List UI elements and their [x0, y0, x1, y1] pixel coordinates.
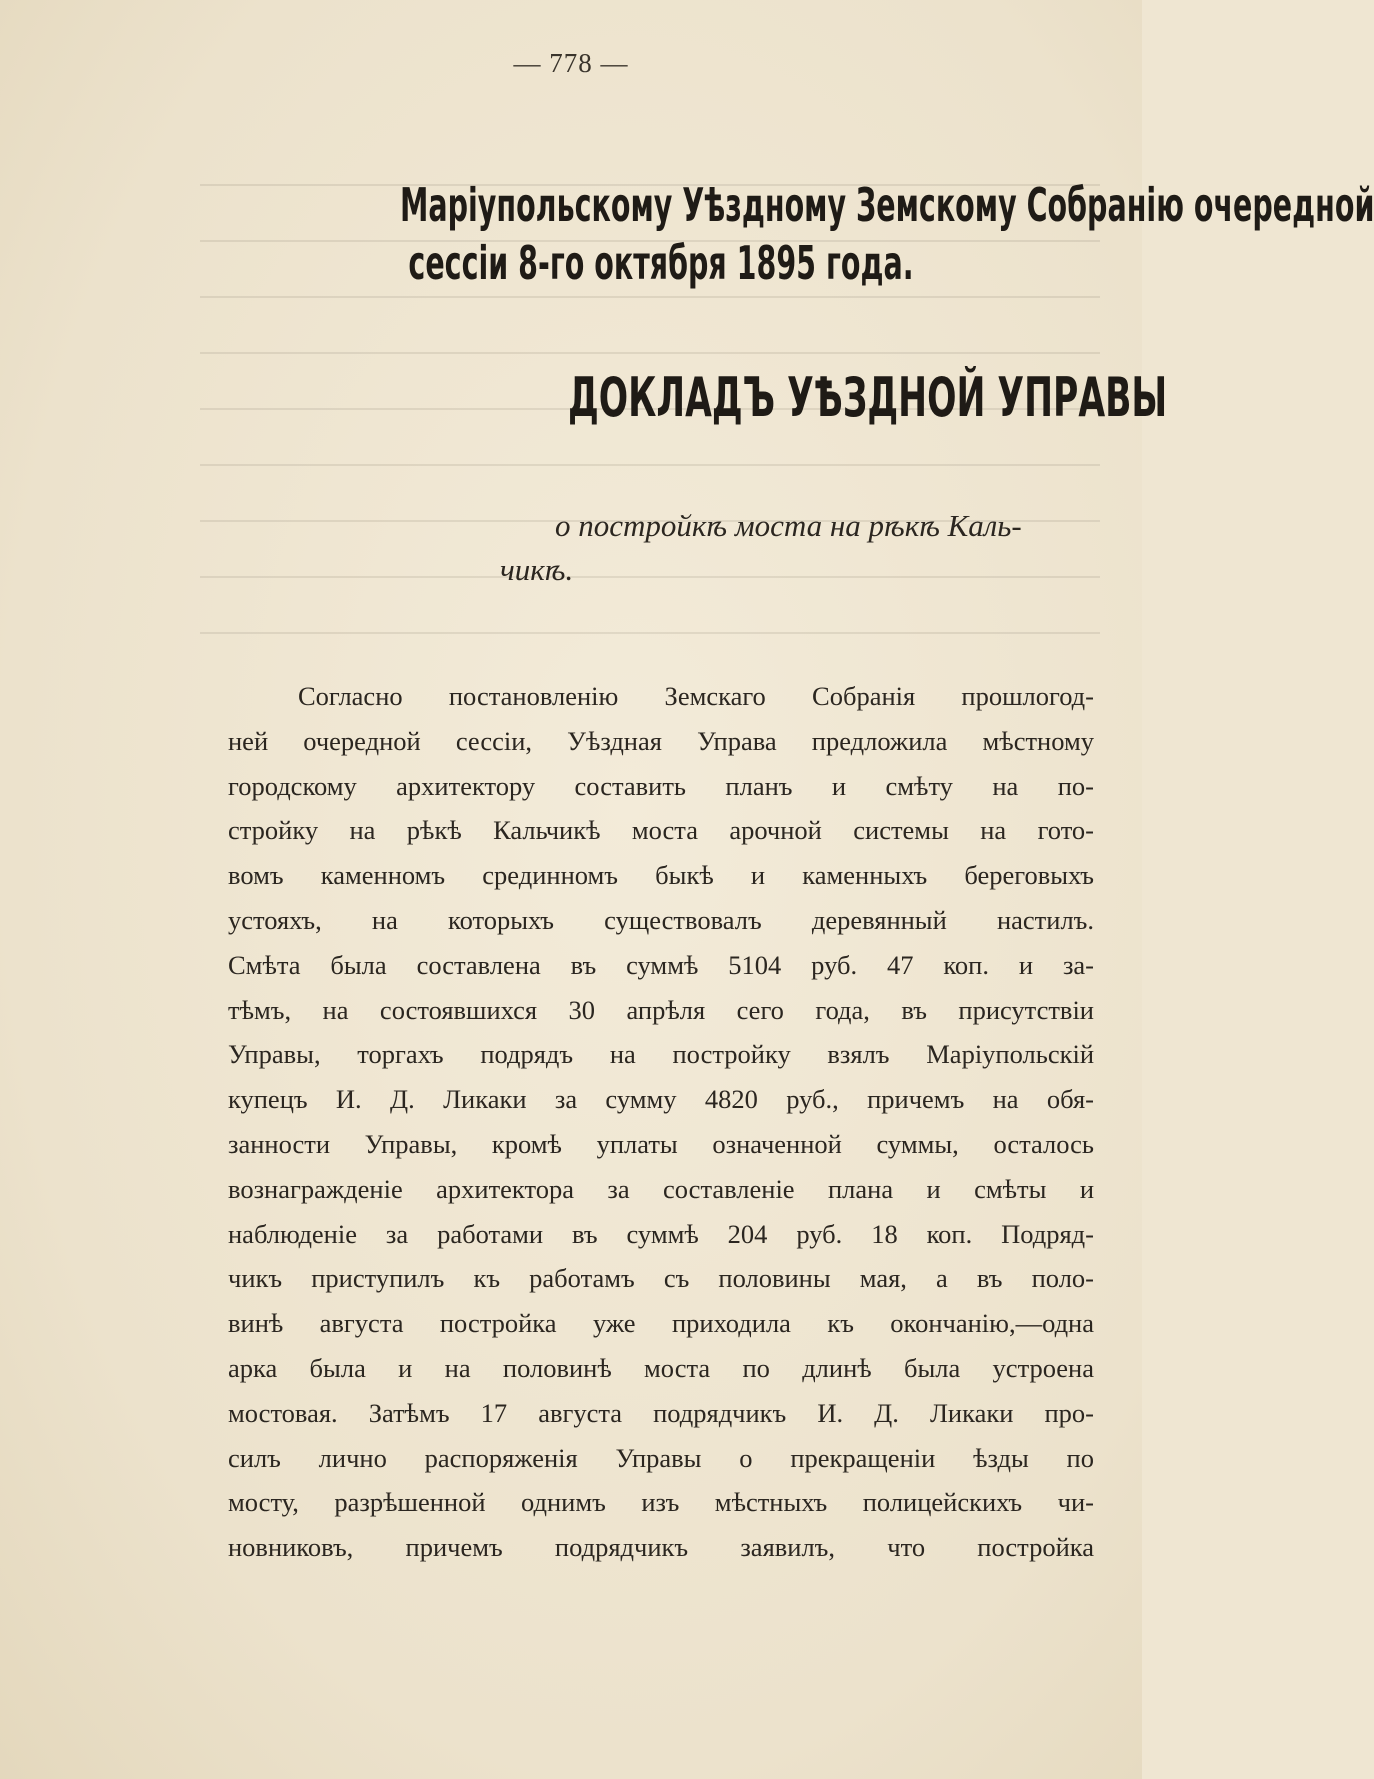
body-line: тѣмъ, на состоявшихся 30 апрѣля сего года, въ присутствіи [228, 994, 1094, 1025]
report-subtitle-line-2: чикѣ. [500, 552, 574, 587]
body-line: винѣ августа постройка уже приходила къ окончанію,—одна [228, 1308, 1094, 1339]
body-line: новниковъ, причемъ подрядчикъ заявилъ, что постройка [228, 1532, 1094, 1563]
body-line: мосту, разрѣшенной однимъ изъ мѣстныхъ полицейскихъ чи- [228, 1487, 1094, 1518]
body-line: Смѣта была составлена въ суммѣ 5104 руб. 47 коп. и за- [228, 949, 1094, 980]
body-line: ней очередной сессіи, Уѣздная Управа предложила мѣстному [228, 725, 1094, 756]
body-line: купецъ И. Д. Ликаки за сумму 4820 руб., причемъ на обя- [228, 1084, 1094, 1115]
body-line: мостовая. Затѣмъ 17 августа подрядчикъ И. Д. Ликаки про- [228, 1397, 1094, 1428]
heading [399, 176, 1374, 292]
body-line: арка была и на половинѣ моста по длинѣ была устроена [228, 1352, 1094, 1383]
body-line: занности Управы, кромѣ уплаты означенной суммы, осталось [228, 1128, 1094, 1159]
body-line: городскому архитектору составить планъ и смѣту на по- [228, 770, 1094, 801]
heading-line-1: Маріупольскому Уѣздному Земскому Собранію очередной [399, 178, 1374, 232]
body-line: наблюденіе за работами въ суммѣ 204 руб. 18 коп. Подряд- [228, 1218, 1094, 1249]
body-line: вознагражденіе архитектора за составленіе плана и смѣты и [228, 1173, 1094, 1204]
body-line: Управы, торгахъ подрядъ на постройку взялъ Маріупольскій [228, 1039, 1094, 1070]
body-line: стройку на рѣкѣ Кальчикѣ моста арочной системы на гото- [228, 815, 1094, 846]
report-subtitle [500, 504, 1090, 592]
heading-line-2: сессіи 8-го октября 1895 года. [408, 236, 914, 290]
page-number: — 778 — [513, 48, 629, 78]
body-text [228, 674, 1094, 1570]
body-line: чикъ приступилъ къ работамъ съ половины мая, а въ поло- [228, 1263, 1094, 1294]
report-title: ДОКЛАДЪ УѢЗДНОЙ УПРАВЫ [568, 366, 1168, 429]
report-subtitle-line-1: о постройкѣ моста на рѣкѣ Каль- [555, 508, 1022, 543]
body-line: Согласно постановленію Земскаго Собранія прошлогод- [298, 681, 1094, 711]
body-line: устояхъ, на которыхъ существовалъ деревянный настилъ. [228, 904, 1094, 935]
body-line: силъ лично распоряженія Управы о прекращеніи ѣзды по [228, 1442, 1094, 1473]
body-line: вомъ каменномъ срединномъ быкѣ и каменныхъ береговыхъ [228, 860, 1094, 891]
